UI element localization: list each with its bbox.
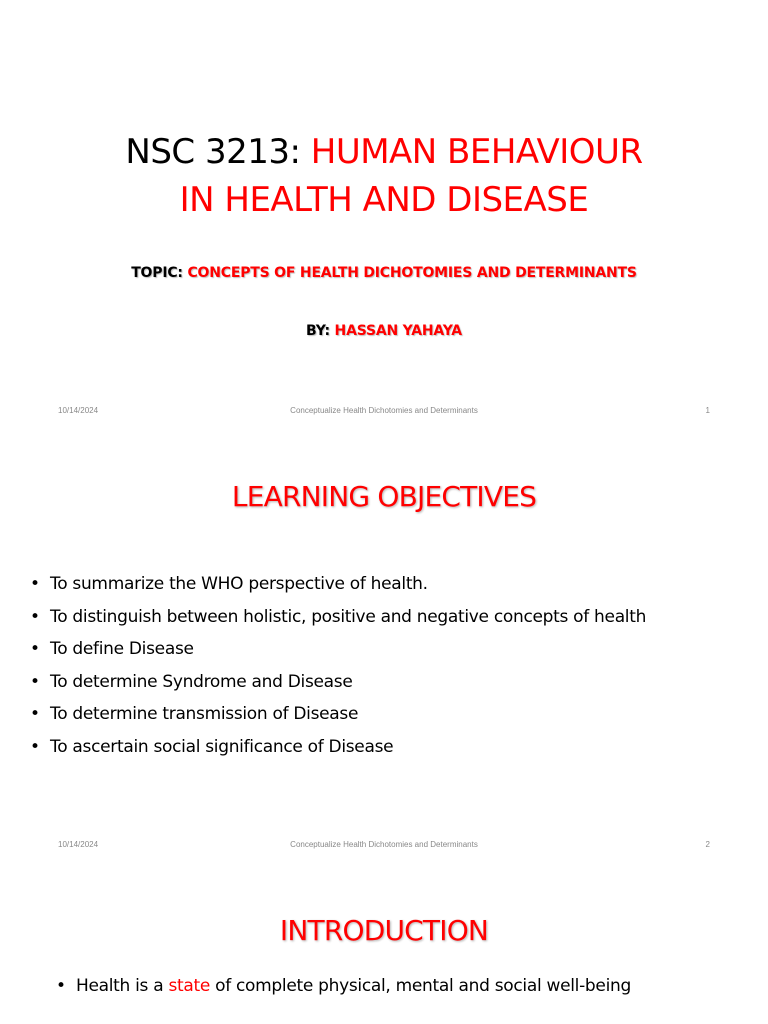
- list-item-text: To determine transmission of Disease: [50, 704, 359, 724]
- objectives-list: [30, 568, 646, 763]
- list-item: [30, 698, 646, 731]
- objectives-slide: [0, 432, 768, 864]
- slide-heading: LEARNING OBJECTIVES: [231, 480, 537, 513]
- slide-title: [0, 128, 768, 224]
- list-item-text: To distinguish between holistic, positive and negative concepts of health: [50, 606, 647, 627]
- introduction-slide: [0, 864, 768, 1024]
- author-line: [0, 323, 768, 339]
- list-item-text-start: Health is a: [76, 976, 169, 996]
- author-label: BY:: [306, 323, 335, 339]
- list-item-text: To ascertain social significance of Disease: [50, 736, 394, 757]
- list-item: [30, 731, 646, 764]
- list-item: [30, 601, 646, 634]
- footer-title: Conceptualize Health Dichotomies and Determinants: [290, 406, 478, 415]
- bullet-icon: •: [30, 574, 40, 594]
- title-line-1: [0, 128, 768, 176]
- footer-date: 10/14/2024: [58, 406, 99, 415]
- course-code: NSC 3213:: [125, 132, 311, 172]
- footer-date: 10/14/2024: [58, 840, 99, 849]
- bullet-icon: •: [30, 606, 40, 627]
- footer-title: Conceptualize Health Dichotomies and Determinants: [290, 840, 478, 849]
- list-item-text-end: of complete physical, mental and social well-being: [210, 976, 631, 996]
- list-item: [56, 976, 631, 996]
- bullet-icon: •: [30, 671, 40, 692]
- footer-page-number: 1: [705, 406, 710, 415]
- title-slide: [0, 0, 768, 432]
- footer-page-number: 2: [705, 840, 710, 849]
- highlighted-term: state: [168, 976, 211, 996]
- list-item: [30, 633, 646, 666]
- list-item-text: To determine Syndrome and Disease: [50, 671, 353, 692]
- bullet-icon: •: [30, 704, 40, 724]
- author-name: HASSAN YAHAYA: [334, 323, 462, 339]
- topic-label: TOPIC:: [131, 265, 188, 281]
- topic-value: CONCEPTS OF HEALTH DICHOTOMIES AND DETERMINANTS: [187, 265, 637, 281]
- bullet-icon: •: [30, 639, 40, 659]
- list-item-text: To define Disease: [50, 639, 194, 659]
- list-item-text: To summarize the WHO perspective of health.: [50, 574, 428, 594]
- list-item: [30, 568, 646, 601]
- course-title-part-1: HUMAN BEHAVIOUR: [310, 132, 643, 172]
- bullet-icon: •: [56, 976, 66, 996]
- course-title-part-2: IN HEALTH AND DISEASE: [179, 180, 589, 220]
- topic-line: [0, 265, 768, 281]
- introduction-list: [56, 976, 631, 996]
- bullet-icon: •: [30, 736, 40, 757]
- list-item: [30, 666, 646, 699]
- slide-heading: INTRODUCTION: [279, 914, 489, 947]
